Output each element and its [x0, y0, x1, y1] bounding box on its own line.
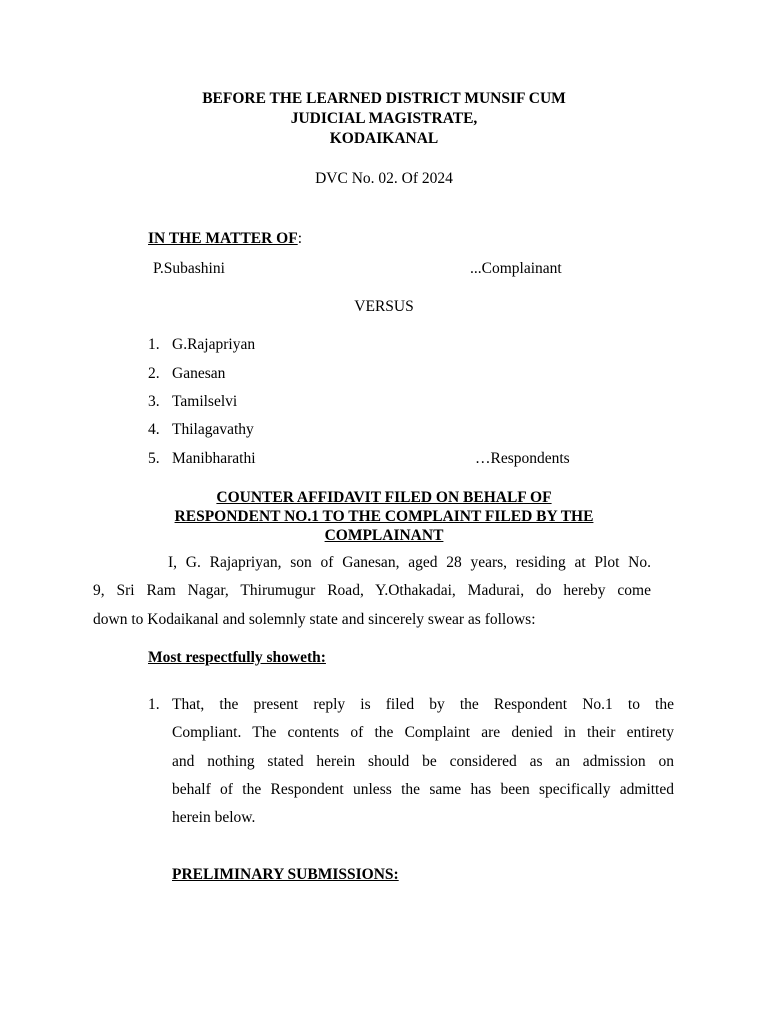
affidavit-title-line-1: COUNTER AFFIDAVIT FILED ON BEHALF OF — [216, 489, 552, 506]
intro-paragraph-line-2: 9, Sri Ram Nagar, Thirumugur Road, Y.Othakadai, Madurai, do hereby come — [93, 582, 651, 599]
respondent-name: Manibharathi — [172, 450, 256, 467]
point-1-number: 1. — [148, 696, 160, 713]
affidavit-title-line-2: RESPONDENT NO.1 TO THE COMPLAINT FILED BY THE — [174, 508, 594, 525]
affidavit-title-line-3: COMPLAINANT — [324, 527, 444, 544]
respondent-name: Thilagavathy — [172, 421, 254, 438]
respondent-number: 3. — [148, 393, 160, 410]
point-1-line-1: That, the present reply is filed by the Respondent No.1 to the — [172, 696, 674, 713]
preliminary-submissions-heading: PRELIMINARY SUBMISSIONS: — [172, 866, 399, 883]
matter-heading-colon: : — [297, 230, 303, 247]
point-1-line-4: behalf of the Respondent unless the same has been specifically admitted — [172, 781, 674, 798]
respondent-name: G.Rajapriyan — [172, 336, 256, 353]
point-1-line-2: Compliant. The contents of the Complaint are denied in their entirety — [172, 724, 674, 741]
court-heading-line-3: KODAIKANAL — [329, 130, 439, 147]
matter-heading-label: IN THE MATTER OF — [148, 230, 298, 247]
respondent-number: 1. — [148, 336, 160, 353]
matter-heading — [148, 230, 302, 248]
respondent-name: Tamilselvi — [172, 393, 238, 410]
intro-paragraph-line-3: down to Kodaikanal and solemnly state and sincerely swear as follows: — [93, 611, 536, 628]
case-number: DVC No. 02. Of 2024 — [315, 170, 453, 187]
complainant-name: P.Subashini — [153, 260, 225, 277]
court-heading-line-2: JUDICIAL MAGISTRATE, — [290, 110, 478, 127]
intro-paragraph-line-1: I, G. Rajapriyan, son of Ganesan, aged 28 years, residing at Plot No. — [168, 554, 651, 571]
point-1-line-5: herein below. — [172, 809, 256, 826]
respondent-number: 4. — [148, 421, 160, 438]
showeth-heading: Most respectfully showeth: — [148, 649, 326, 666]
respondent-number: 5. — [148, 450, 160, 467]
court-heading-line-1: BEFORE THE LEARNED DISTRICT MUNSIF CUM — [202, 90, 566, 107]
complainant-role: ...Complainant — [470, 260, 562, 277]
point-1-line-3: and nothing stated herein should be considered as an admission on — [172, 753, 674, 770]
respondent-name: Ganesan — [172, 365, 226, 382]
respondents-role: …Respondents — [475, 450, 570, 467]
versus-label: VERSUS — [354, 298, 414, 315]
respondent-number: 2. — [148, 365, 160, 382]
